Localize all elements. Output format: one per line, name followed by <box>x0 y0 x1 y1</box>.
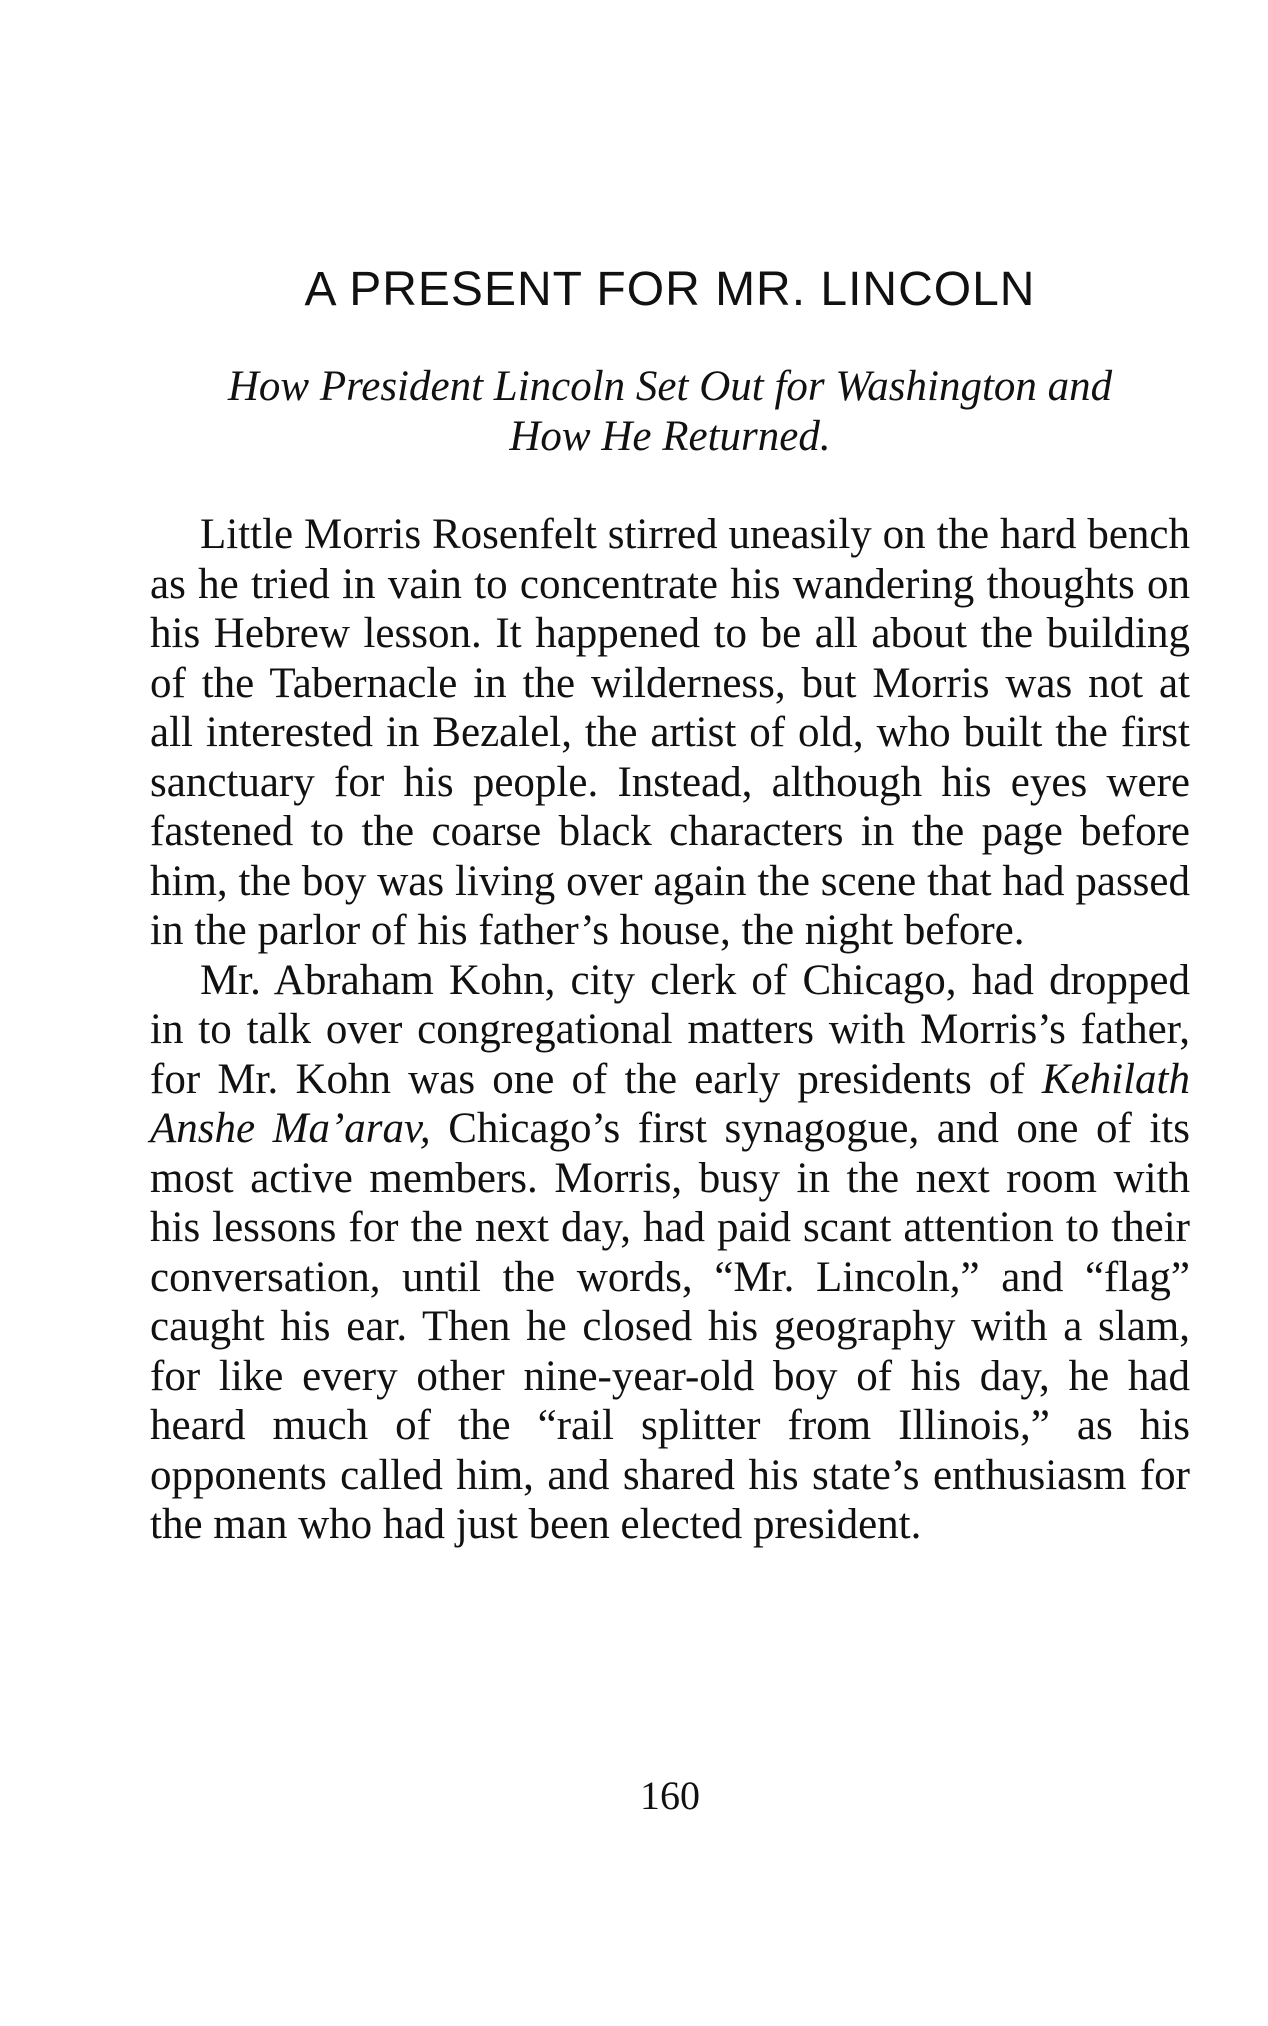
chapter-subtitle <box>150 362 1190 462</box>
body-text <box>150 510 1190 1550</box>
synagogue-name: Kehilath Anshe Ma’arav, <box>150 1055 1190 1152</box>
paragraph-2-text-b: Chicago’s first synagogue, and one of its most active members. Morris, busy in the next room with his lessons for the next day, had paid scant attention to their conversation, until the words, “Mr. Lincoln,” and “flag” caught his ear. Then he closed his geography with a slam, for like every other nine-year-old boy of his day, he had heard much of the “rail splitter from Illinois,” as his opponents called him, and shared his state’s enthusiasm for the man who had just been elected president. <box>150 1105 1190 1548</box>
subtitle-line-2: How He Returned. <box>509 413 831 460</box>
page-number: 160 <box>640 1773 700 1818</box>
paragraph-2 <box>150 956 1190 1550</box>
chapter-title: A PRESENT FOR MR. LINCOLN <box>304 263 1036 316</box>
paragraph-2-text-a: Mr. Abraham Kohn, city clerk of Chicago, had dropped in to talk over congregational matters with Morris’s father, for Mr. Kohn was one of the early presidents of <box>150 956 1190 1103</box>
subtitle-line-1: How President Lincoln Set Out for Washington and <box>227 363 1113 410</box>
paragraph-1: Little Morris Rosenfelt stirred uneasily on the hard bench as he tried in vain to concentrate his wandering thoughts on his Hebrew lesson. It happened to be all about the building of the Tabernacle in the wilderness, but Morris was not at all interested in Bezalel, the artist of old, who built the first sanctuary for his people. Instead, although his eyes were fastened to the coarse black characters in the page before him, the boy was living over again the scene that had passed in the parlor of his father’s house, the night before. <box>150 511 1190 954</box>
